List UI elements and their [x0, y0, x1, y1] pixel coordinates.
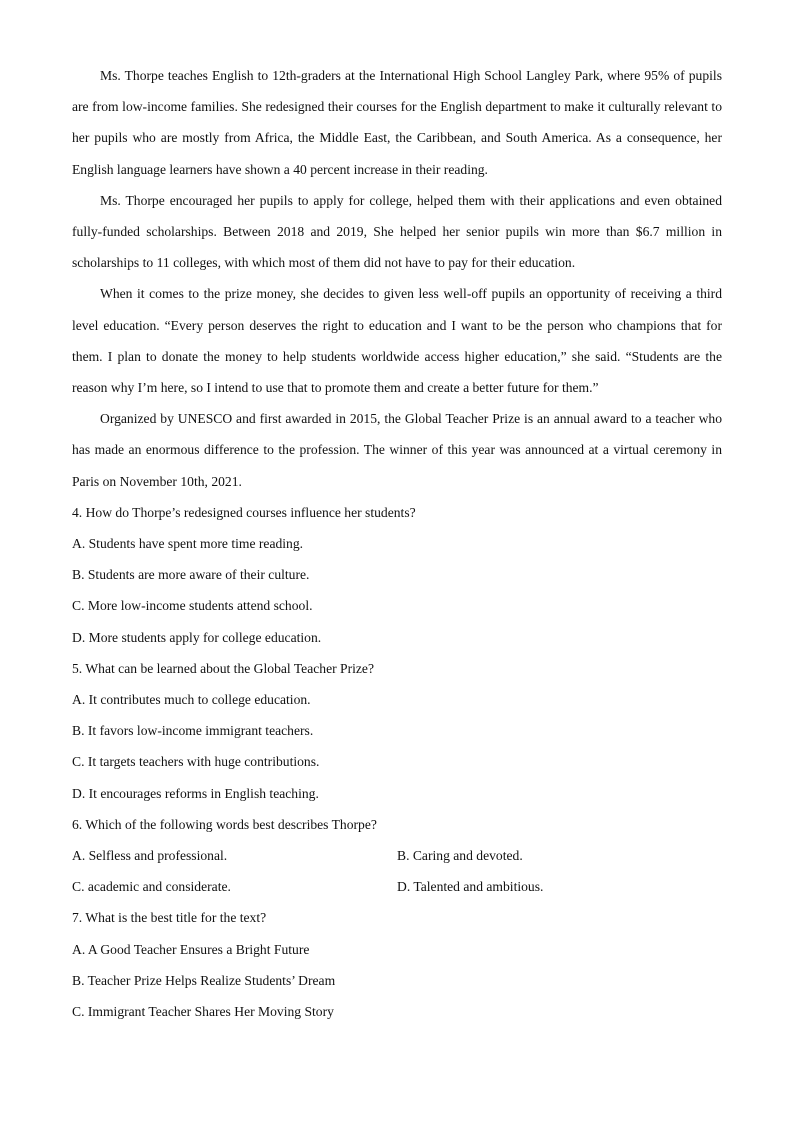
- question-7-option-a: A. A Good Teacher Ensures a Bright Future: [72, 941, 310, 957]
- question-7-stem: 7. What is the best title for the text?: [72, 910, 267, 926]
- question-5-option-c: C. It targets teachers with huge contributions.: [72, 754, 320, 770]
- passage-paragraph-1: Ms. Thorpe teaches English to 12th-graders at the International High School Langley Park, where 95% of pupils are from low-income families. She redesigned their courses for the English department to make it culturally relevant to her pupils who are mostly from Africa, the Middle East, the Caribbean, and South America. As a consequence, her English language learners have shown a 40 percent increase in their reading.: [72, 68, 722, 177]
- question-6: [72, 809, 722, 903]
- question-4-option-a: A. Students have spent more time reading.: [72, 536, 304, 552]
- question-6-option-b: B. Caring and devoted.: [397, 848, 523, 864]
- passage-paragraph-2: Ms. Thorpe encouraged her pupils to apply for college, helped them with their applications and even obtained fully-funded scholarships. Between 2018 and 2019, She helped her senior pupils win more than $6.7 million in scholarships to 11 colleges, with which most of them did not have to pay for their education.: [72, 192, 722, 271]
- question-7-option-c: C. Immigrant Teacher Shares Her Moving Story: [72, 1004, 334, 1020]
- question-5-option-b: B. It favors low-income immigrant teachers.: [72, 723, 314, 739]
- document-page: [72, 60, 722, 1027]
- question-5-stem: 5. What can be learned about the Global Teacher Prize?: [72, 660, 375, 676]
- question-4-option-d: D. More students apply for college education.: [72, 629, 322, 645]
- question-6-options-row-2: [72, 871, 722, 902]
- question-7-option-b: B. Teacher Prize Helps Realize Students’ Dream: [72, 972, 336, 988]
- question-6-option-a: A. Selfless and professional.: [72, 848, 228, 864]
- question-6-stem: 6. Which of the following words best describes Thorpe?: [72, 816, 377, 832]
- question-5-option-d: D. It encourages reforms in English teaching.: [72, 785, 319, 801]
- question-6-option-c: C. academic and considerate.: [72, 879, 231, 895]
- question-6-option-d: D. Talented and ambitious.: [397, 879, 544, 895]
- passage-paragraph-4: Organized by UNESCO and first awarded in 2015, the Global Teacher Prize is an annual award to a teacher who has made an enormous difference to the profession. The winner of this year was announced at a virtual ceremony in Paris on November 10th, 2021.: [72, 411, 722, 489]
- question-4-stem: 4. How do Thorpe’s redesigned courses influence her students?: [72, 504, 416, 520]
- question-7: [72, 902, 722, 1027]
- question-4-option-c: C. More low-income students attend school.: [72, 598, 313, 614]
- passage-paragraph-3: When it comes to the prize money, she decides to given less well-off pupils an opportunity of receiving a third level education. “Every person deserves the right to education and I want to be the person who champions that for them. I plan to donate the money to help students worldwide access higher education,” she said. “Students are the reason why I’m here, so I intend to use that to promote them and create a better future for them.”: [72, 286, 722, 396]
- question-4: [72, 497, 722, 653]
- question-5: [72, 653, 722, 809]
- question-6-options-row-1: [72, 840, 722, 871]
- question-5-option-a: A. It contributes much to college education.: [72, 692, 311, 708]
- question-4-option-b: B. Students are more aware of their culture.: [72, 567, 310, 583]
